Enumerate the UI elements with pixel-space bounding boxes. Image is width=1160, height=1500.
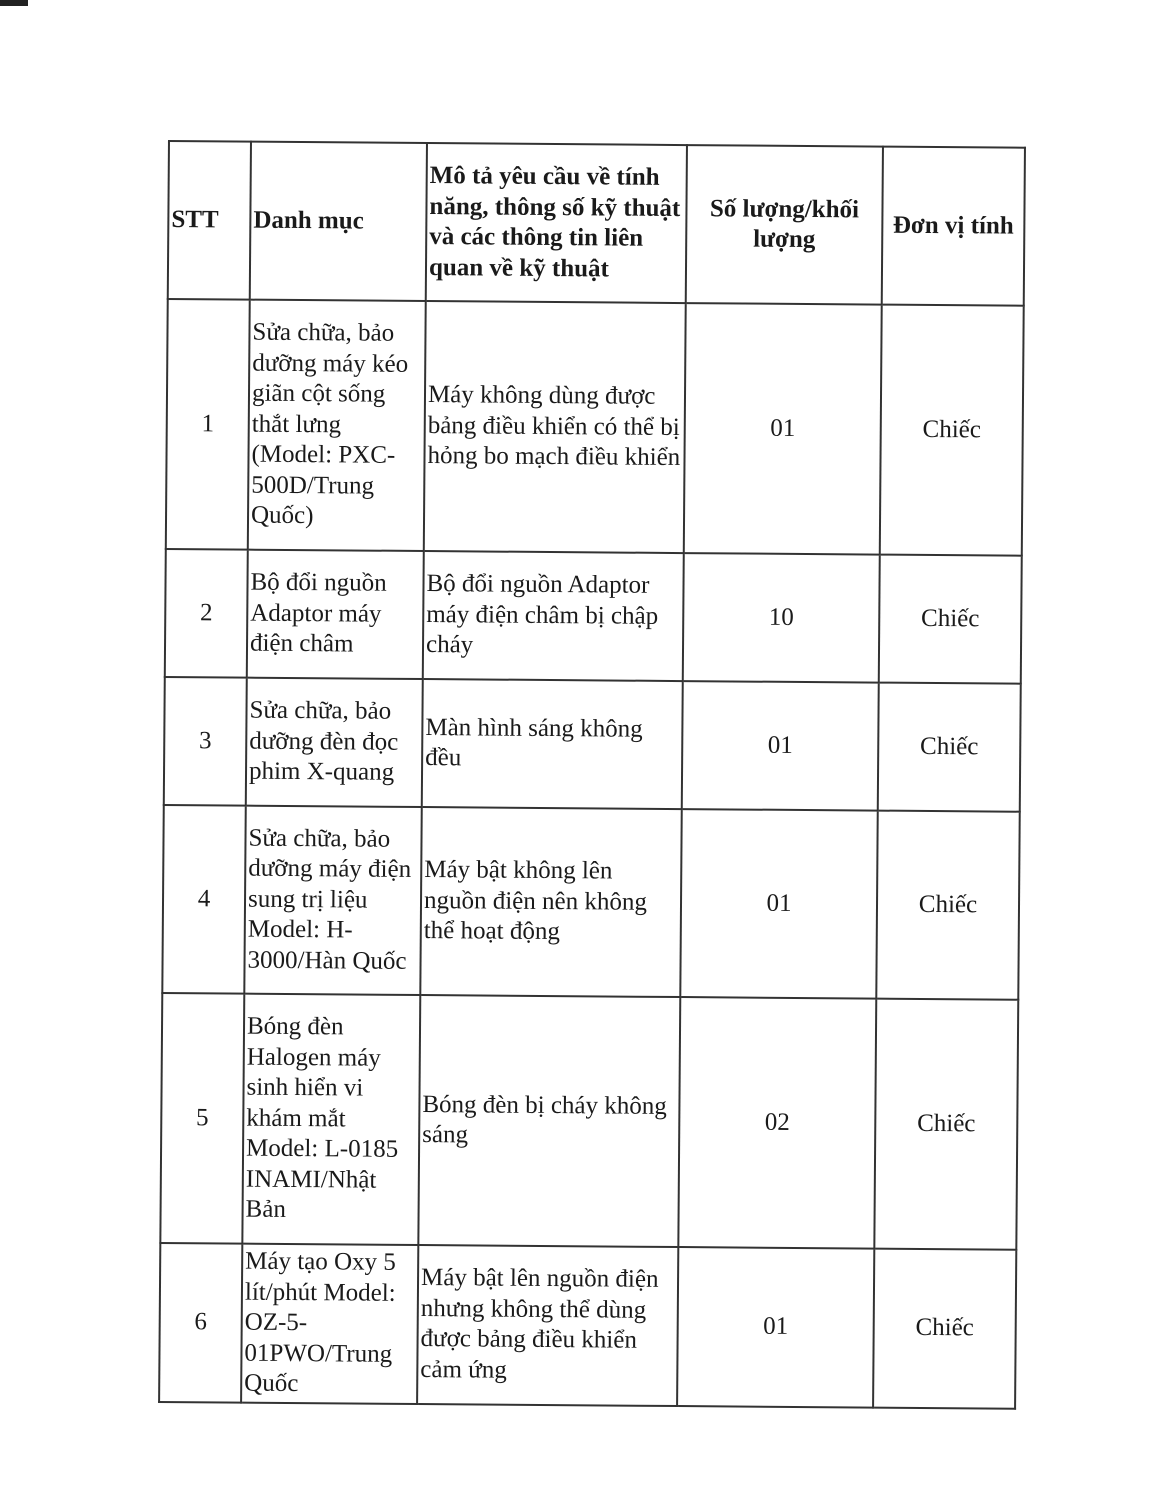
row-unit: Chiếc — [874, 999, 1018, 1250]
header-unit: Đơn vị tính — [882, 147, 1025, 306]
row-stt: 1 — [166, 299, 250, 550]
scan-edge-mark — [0, 0, 28, 6]
table-row — [159, 1243, 1016, 1408]
table-row — [160, 993, 1018, 1250]
row-unit: Chiếc — [880, 305, 1024, 556]
row-item: Máy tạo Oxy 5 lít/phút Model: OZ-5-01PWO/Trung Quốc — [241, 1244, 418, 1404]
table-row — [164, 677, 1021, 812]
row-quantity: 01 — [684, 303, 882, 555]
row-quantity: 01 — [677, 1247, 874, 1407]
table-header-row — [168, 141, 1025, 306]
row-stt: 6 — [159, 1243, 242, 1402]
row-unit: Chiếc — [876, 811, 1019, 1000]
header-description: Mô tả yêu cầu về tính năng, thông số kỹ thuật và các thông tin liên quan về kỹ thuật — [426, 143, 687, 303]
row-unit: Chiếc — [878, 683, 1021, 812]
row-quantity: 01 — [680, 809, 877, 999]
equipment-repair-table — [158, 140, 1026, 1409]
row-quantity: 01 — [682, 681, 879, 811]
row-quantity: 10 — [683, 553, 880, 683]
row-description: Máy không dùng được bảng điều khiển có thể bị hỏng bo mạch điều khiển — [424, 301, 686, 553]
table-row — [162, 805, 1019, 1000]
row-stt: 2 — [165, 549, 248, 678]
header-item: Danh mục — [250, 142, 427, 301]
row-description: Máy bật không lên nguồn điện nên không thể hoạt động — [420, 807, 681, 997]
row-description: Bộ đổi nguồn Adaptor máy điện châm bị chập cháy — [423, 551, 684, 681]
row-item: Bộ đổi nguồn Adaptor máy điện châm — [247, 550, 424, 679]
row-item: Sửa chữa, bảo dưỡng đèn đọc phim X-quang — [246, 678, 423, 807]
row-stt: 4 — [162, 805, 245, 994]
row-item: Sửa chữa, bảo dưỡng máy kéo giãn cột sống thắt lưng (Model: PXC-500D/Trung Quốc) — [248, 300, 426, 551]
header-stt: STT — [168, 141, 251, 300]
row-item: Sửa chữa, bảo dưỡng máy điện sung trị liệu Model: H-3000/Hàn Quốc — [244, 806, 421, 995]
table-row — [165, 549, 1022, 684]
row-unit: Chiếc — [879, 555, 1022, 684]
row-stt: 3 — [164, 677, 247, 806]
table-row — [166, 299, 1024, 556]
row-description: Bóng đèn bị cháy không sáng — [418, 995, 680, 1247]
row-description: Máy bật lên nguồn điện nhưng không thể dùng được bảng điều khiển cảm ứng — [417, 1245, 678, 1406]
row-description: Màn hình sáng không đều — [422, 679, 683, 809]
row-item: Bóng đèn Halogen máy sinh hiển vi khám mắt Model: L-0185 INAMI/Nhật Bản — [242, 994, 420, 1245]
row-quantity: 02 — [678, 997, 876, 1249]
row-unit: Chiếc — [873, 1249, 1016, 1409]
row-stt: 5 — [160, 993, 244, 1244]
header-quantity: Số lượng/khối lượng — [686, 145, 883, 305]
